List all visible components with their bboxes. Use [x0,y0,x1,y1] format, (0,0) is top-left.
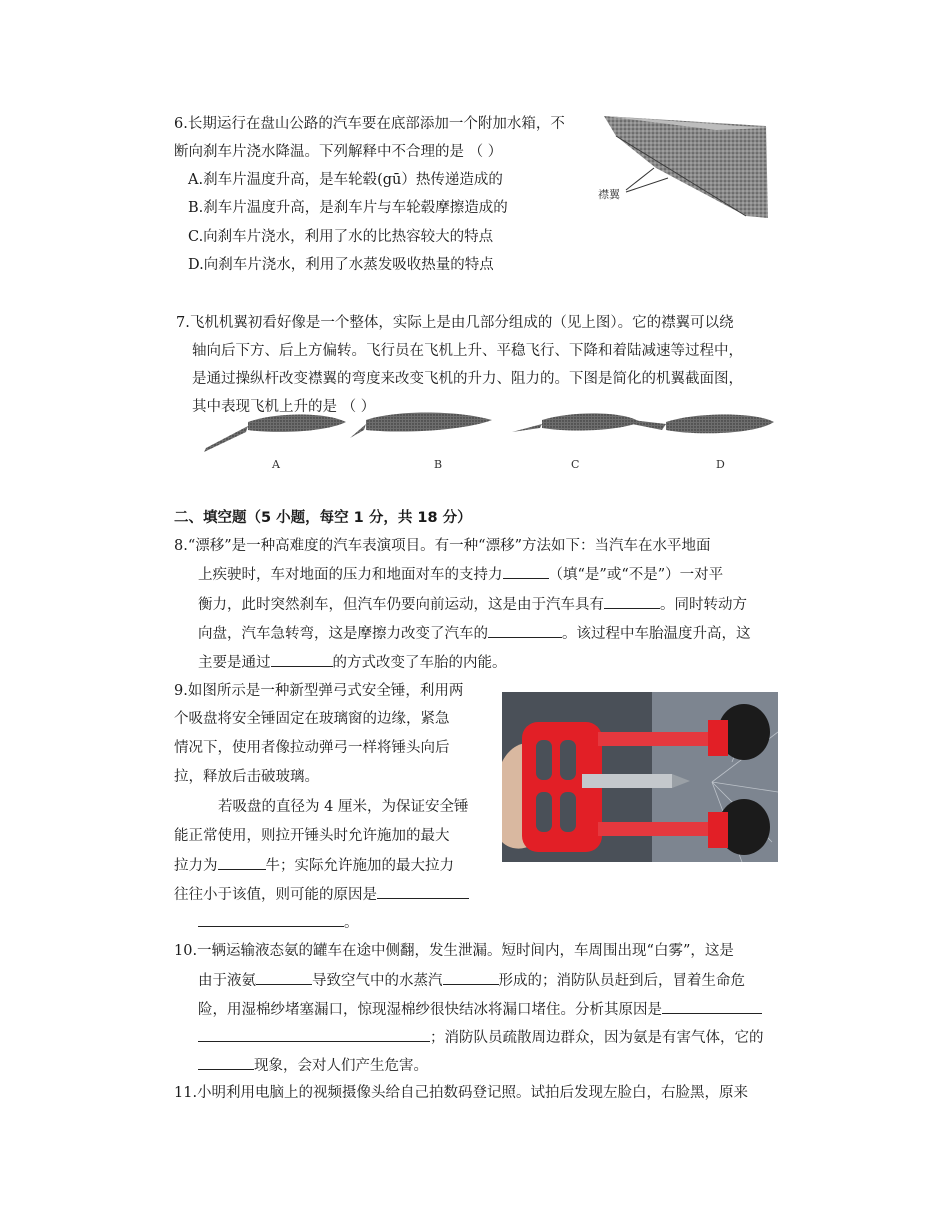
q10-line-5-text: 现象，会对人们产生危害。 [254,1058,428,1074]
hammer-head-rod [582,774,672,788]
q8-line-5 [198,652,507,673]
q10-line-2-text-c: 形成的；消防队员赶到后，冒着生命危 [498,973,745,989]
q9-line-7-text-b: 牛；实际允许施加的最大拉力 [265,858,454,874]
q9-line-6: 能正常使用，则拉开锤头时允许施加的最大 [174,828,450,844]
q7-line-3: 是通过操纵杆改变襟翼的弯度来改变飞机的升力、阻力的。下图是简化的机翼截面图， [192,371,743,387]
q6-option-d: D.向刹车片浇水，利用了水蒸发吸收热量的特点 [188,257,494,273]
q8-line-4-text-a: 向盘，汽车急转弯，这是摩擦力改变了汽车的 [198,626,488,642]
flap-label: 襟翼 [598,188,620,201]
q9-line-5: 若吸盘的直径为 4 厘米，为保证安全锤 [218,799,469,815]
q8-line-1: 8.“漂移”是一种高难度的汽车表演项目。有一种“漂移”方法如下：当汽车在水平地面 [174,538,711,554]
q10-blank-2[interactable] [443,970,499,985]
q9-line-3: 情况下，使用者像拉动弹弓一样将锤头向后 [174,740,450,756]
q10-blank-4[interactable] [198,1055,254,1070]
q9-blank-2[interactable] [377,884,469,899]
wing-body [604,116,768,218]
safety-hammer-drawing [502,692,778,862]
q8-blank-2[interactable] [604,594,660,609]
q9-line-7-text-a: 拉力为 [174,858,218,874]
q9-blank-2-cont[interactable] [198,912,344,927]
choice-label-b: B [434,458,443,471]
q10-blank-1[interactable] [256,970,312,985]
q8-line-2 [198,564,723,585]
q10-line-4 [198,1027,764,1048]
q6-option-a: A.刹车片温度升高，是车轮毂(gū）热传递造成的 [188,172,503,188]
q6-option-b: B.刹车片温度升高，是刹车片与车轮毂摩擦造成的 [188,200,508,216]
q9-line-8 [174,884,469,905]
q10-line-3 [198,999,762,1020]
q8-line-3-text-b: 。同时转动方 [660,597,747,613]
q9-line-2: 个吸盘将安全锤固定在玻璃窗的边缘，紧急 [174,711,450,727]
q8-line-4 [198,623,751,644]
q6-line-2: 断向刹车片浇水降温。下列解释中不合理的是 （ ） [174,144,503,160]
q8-line-3 [198,594,747,615]
q10-blank-3[interactable] [662,999,762,1014]
q7-line-1: 7.飞机机翼初看好像是一个整体，实际上是由几部分组成的（见上图）。它的襟翼可以绕 [176,315,734,331]
q9-line-1: 9.如图所示是一种新型弹弓式安全锤，利用两 [174,683,464,699]
q9-line-9-text: 。 [344,915,359,931]
q10-blank-3-cont[interactable] [198,1027,430,1042]
choice-label-c: C [571,458,580,471]
label-pointer-1 [626,168,654,190]
q9-line-8-text: 往往小于该值，则可能的原因是 [174,887,377,903]
q11-line-1: 11.小明利用电脑上的视频摄像头给自己拍数码登记照。试拍后发现左脸白，右脸黑，原来 [174,1085,749,1101]
airfoil-a [204,415,346,453]
q9-blank-1[interactable] [218,855,266,870]
q8-line-5-text-b: 的方式改变了车胎的内能。 [332,655,507,671]
q6-option-c: C.向刹车片浇水，利用了水的比热容较大的特点 [188,229,494,245]
wing-figure [596,108,770,220]
q10-line-2-text-a: 由于液氨 [198,973,256,989]
q8-blank-3[interactable] [488,623,562,638]
q6-line-1: 6.长期运行在盘山公路的汽车要在底部添加一个附加水箱，不 [174,116,565,132]
q8-blank-4[interactable] [271,652,333,667]
q10-line-4-text: ；消防队员疏散周边群众，因为氨是有害气体，它的 [430,1030,764,1046]
q10-line-2-text-b: 导致空气中的水蒸汽 [312,973,443,989]
q10-line-3-text: 险，用湿棉纱堵塞漏口，惊现湿棉纱很快结冰将漏口堵住。分析其原因是 [198,1002,662,1018]
q10-line-2 [198,970,745,991]
q8-blank-1[interactable] [503,564,549,579]
q8-line-3-text-a: 衡力，此时突然刹车，但汽车仍要向前运动，这是由于汽车具有 [198,597,604,613]
q8-line-2-text-a: 上疾驶时，车对地面的压力和地面对车的支持力 [198,567,503,583]
q8-line-2-text-b: （填“是”或“不是”）一对平 [548,567,724,583]
q9-line-4: 拉，释放后击破玻璃。 [174,769,319,785]
safety-hammer-photo [502,692,778,862]
q9-line-9 [198,912,359,933]
airfoil-choices [196,408,786,458]
q10-line-5 [198,1055,428,1076]
q8-line-4-text-b: 。该过程中车胎温度升高，这 [562,626,751,642]
choice-label-a: A [272,458,280,471]
q7-line-2: 轴向后下方、后上方偏转。飞行员在飞机上升、平稳飞行、下降和着陆减速等过程中， [192,343,743,359]
q7-line-4: 其中表现飞机上升的是 （ ） [192,399,376,415]
q10-line-1: 10.一辆运输液态氨的罐车在途中侧翻，发生泄漏。短时间内，车周围出现“白雾”，这是 [174,943,734,959]
q9-line-7 [174,855,454,876]
section-2-title: 二、填空题（5 小题，每空 1 分，共 18 分） [174,510,472,526]
airfoil-b [350,413,492,439]
airfoil-c [512,413,640,432]
airfoil-d [632,415,774,434]
choice-label-d: D [716,458,725,471]
q8-line-5-text-a: 主要是通过 [198,655,271,671]
